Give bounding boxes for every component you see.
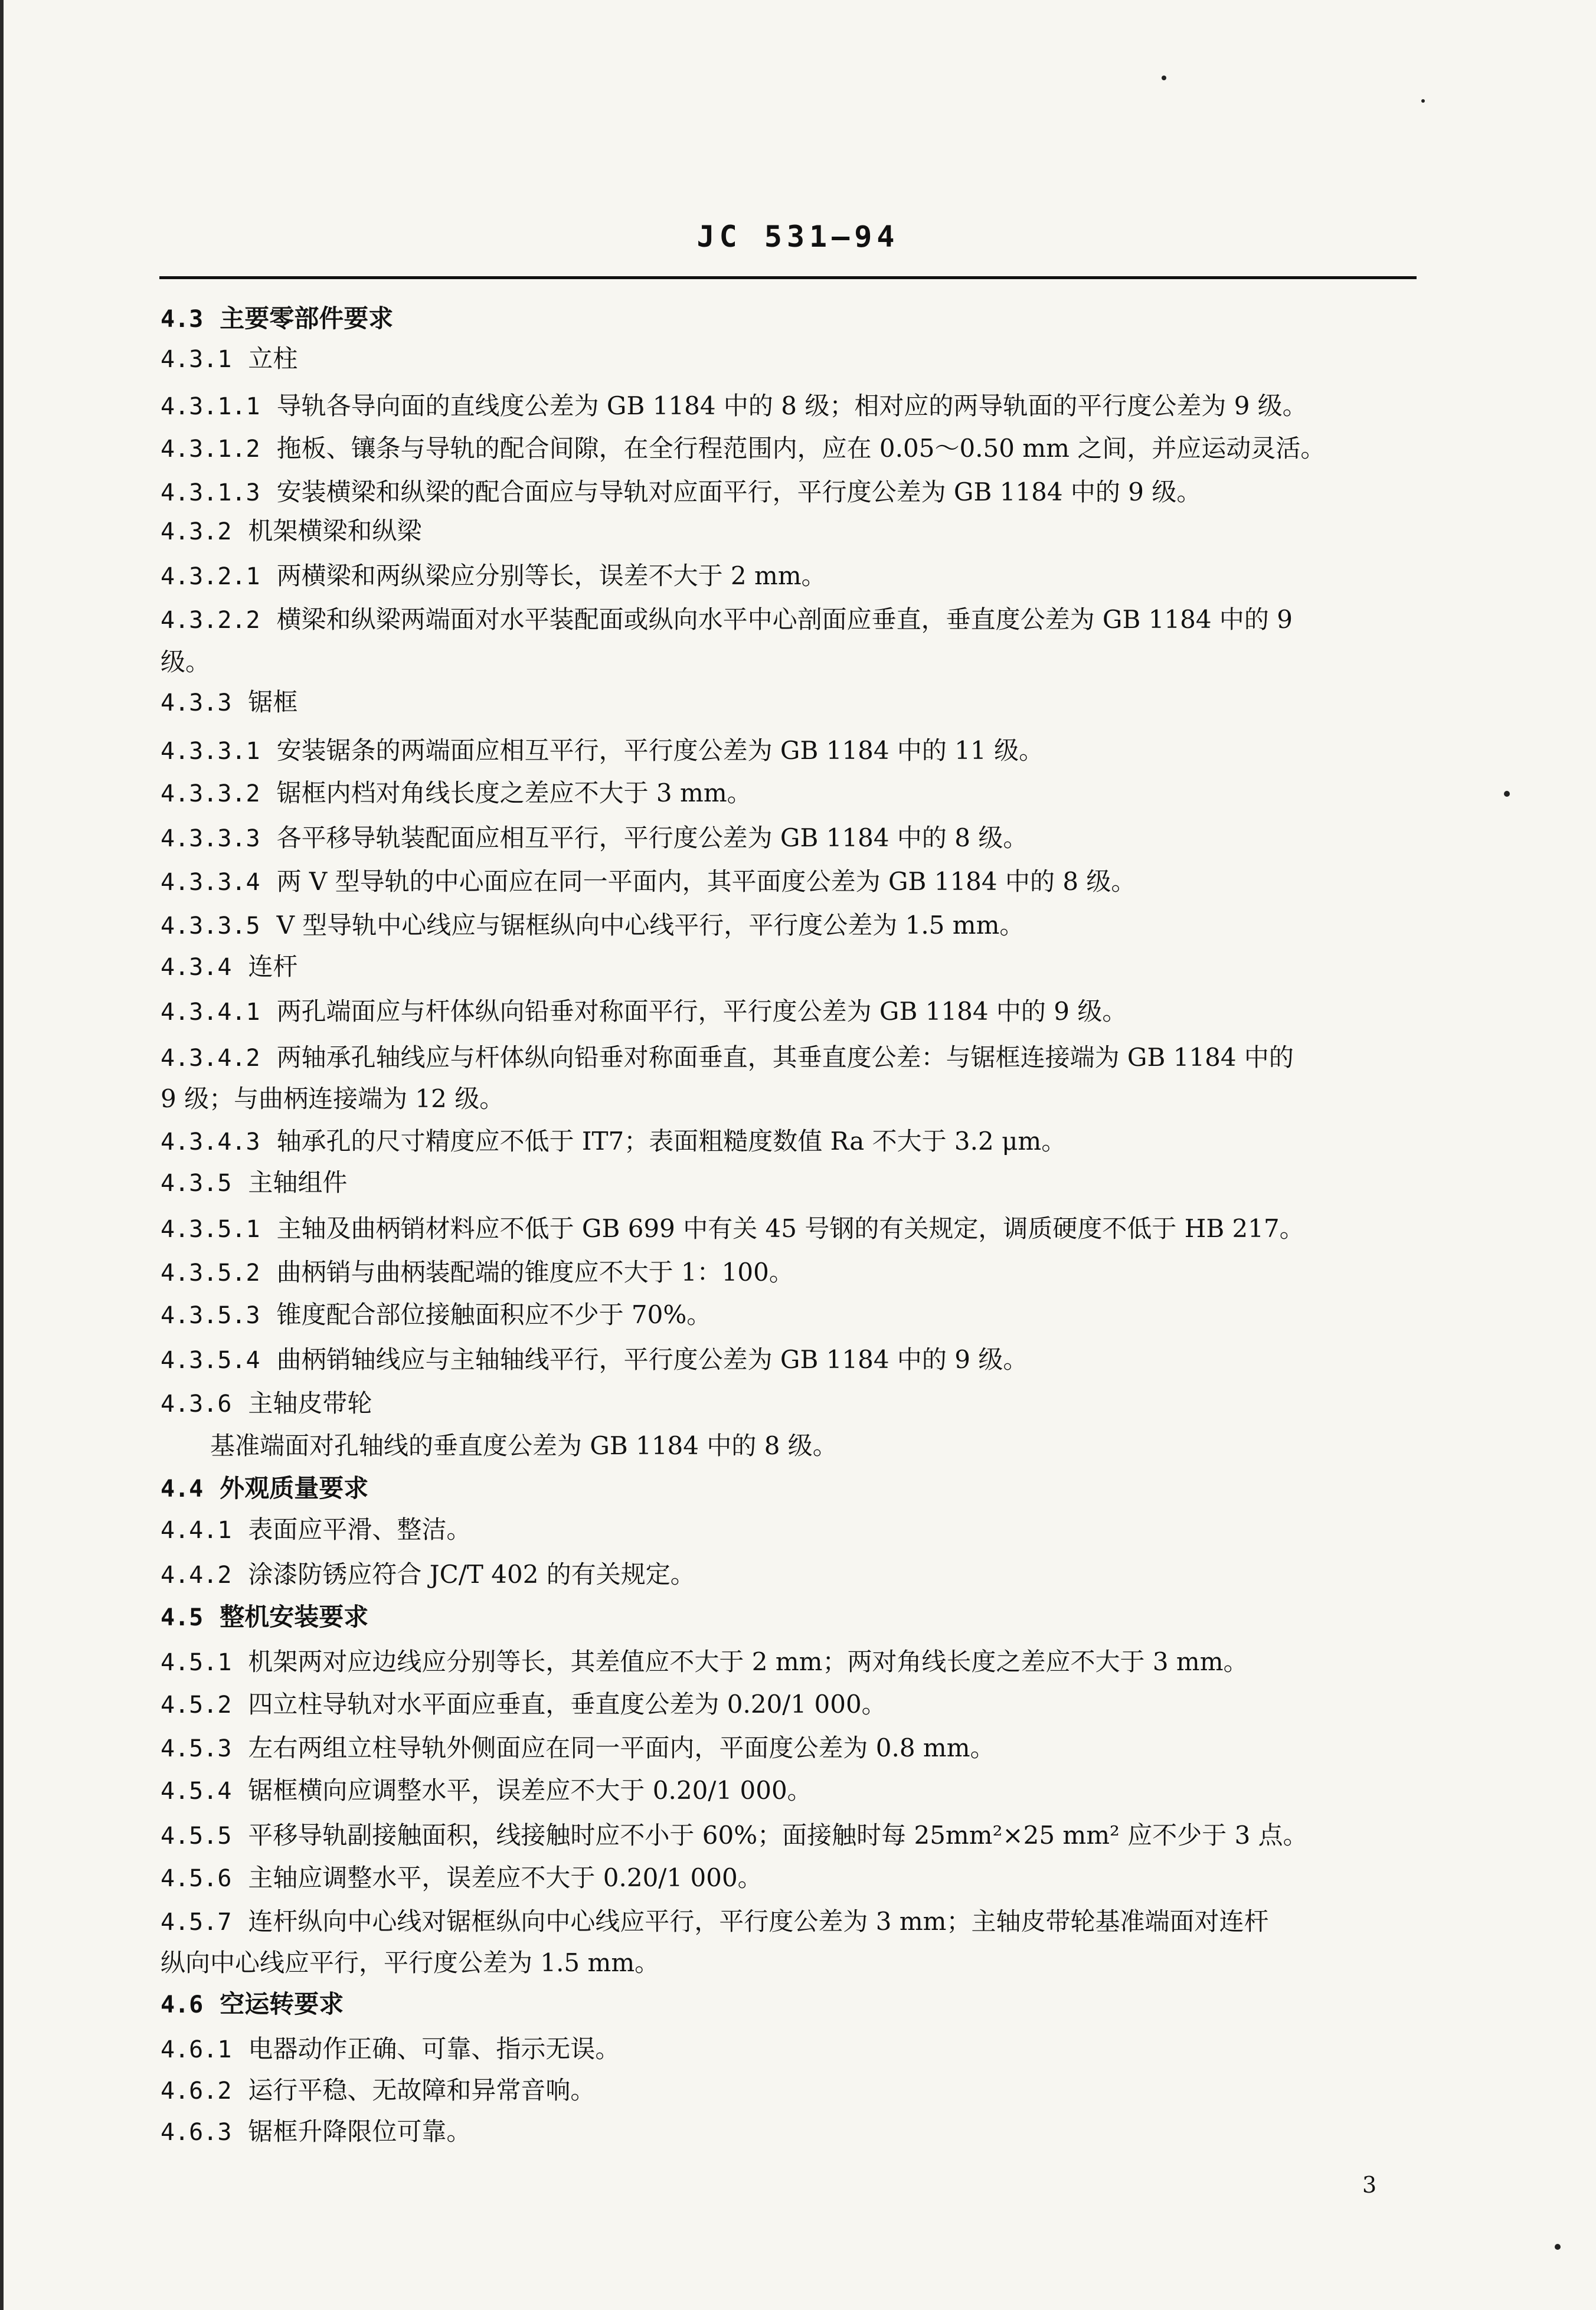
page-number: 3 <box>1362 2172 1377 2198</box>
clause-text: 安装锯条的两端面应相互平行，平行度公差为 GB 1184 中的 11 级。 <box>276 736 1044 765</box>
clause-number: 4.3.4.2 <box>161 1045 260 1072</box>
clause-text: 表面应平滑、整洁。 <box>248 1515 472 1544</box>
clause-text: 外观质量要求 <box>220 1474 369 1503</box>
clause-number: 4.3.4.1 <box>161 999 260 1026</box>
clause-text: 机架横梁和纵梁 <box>248 516 422 545</box>
clause-4-4-2 <box>161 1558 695 1592</box>
clause-number: 4.3.1.2 <box>161 436 260 463</box>
clause-4-4 <box>161 1472 368 1506</box>
clause-number: 4.6 <box>161 1991 204 2018</box>
clause-number: 4.4.2 <box>161 1562 232 1589</box>
clause-text: 整机安装要求 <box>220 1602 369 1631</box>
clause-4-3-1-3 <box>161 476 1201 509</box>
clause-number: 4.3.5.2 <box>161 1259 260 1287</box>
clause-number: 4.5.7 <box>161 1909 232 1936</box>
clause-4-6-1 <box>161 2033 620 2066</box>
scan-speck <box>1504 791 1510 797</box>
clause-4-3-3-2 <box>161 777 752 810</box>
clause-4-3-2-1 <box>161 559 826 593</box>
clause-text: 四立柱导轨对水平面应垂直，垂直度公差为 0.20/1 000。 <box>248 1690 887 1719</box>
clause-number: 4.4 <box>161 1475 204 1503</box>
clause-4-5-3 <box>161 1732 995 1765</box>
clause-number: 4.3.1.3 <box>161 479 260 506</box>
clause-4-3-1-1 <box>161 390 1307 423</box>
clause-number: 4.3.3 <box>161 689 232 716</box>
clause-4-3-6 <box>161 1387 372 1421</box>
clause-number: 4.5.5 <box>161 1823 232 1850</box>
clause-4-3-4-1 <box>161 995 1127 1029</box>
clause-continuation <box>161 646 210 679</box>
clause-text: 导轨各导向面的直线度公差为 GB 1184 中的 8 级；相对应的两导轨面的平行度公差为 9 级。 <box>276 391 1307 420</box>
clause-text: 轴承孔的尺寸精度应不低于 IT7；表面粗糙度数值 Ra 不大于 3.2 μm。 <box>276 1127 1067 1156</box>
clause-4-5 <box>161 1601 368 1634</box>
clause-4-5-4 <box>161 1774 812 1808</box>
clause-continuation <box>161 1946 659 1979</box>
clause-text: 安装横梁和纵梁的配合面应与导轨对应面平行，平行度公差为 GB 1184 中的 9 级。 <box>276 477 1202 506</box>
clause-4-5-6 <box>161 1861 763 1895</box>
clause-text: 涂漆防锈应符合 JC/T 402 的有关规定。 <box>248 1560 695 1589</box>
clause-text: 主轴皮带轮 <box>248 1389 372 1418</box>
clause-number: 4.6.2 <box>161 2077 232 2105</box>
clause-4-3-4 <box>161 950 297 984</box>
clause-number: 4.5 <box>161 1604 204 1631</box>
clause-text: 曲柄销与曲柄装配端的锥度应不大于 1：100。 <box>276 1258 794 1287</box>
clause-number: 4.5.6 <box>161 1865 232 1892</box>
clause-text: 基准端面对孔轴线的垂直度公差为 GB 1184 中的 8 级。 <box>210 1431 838 1460</box>
clause-text: 左右两组立柱导轨外侧面应在同一平面内，平面度公差为 0.8 mm。 <box>248 1733 995 1762</box>
clause-text: 两孔端面应与杆体纵向铅垂对称面平行，平行度公差为 GB 1184 中的 9 级。 <box>276 997 1127 1026</box>
clause-text: 锯框升降限位可靠。 <box>248 2117 472 2146</box>
clause-number: 4.3.3.5 <box>161 912 260 940</box>
clause-number: 4.5.4 <box>161 1778 232 1805</box>
clause-4-3-5-4 <box>161 1343 1028 1377</box>
clause-continuation <box>210 1429 838 1462</box>
clause-number: 4.5.1 <box>161 1649 232 1676</box>
clause-number: 4.3.2.2 <box>161 607 260 634</box>
clause-text: 锯框 <box>248 688 298 716</box>
clause-text: 主要零部件要求 <box>220 304 394 333</box>
clause-text: 电器动作正确、可靠、指示无误。 <box>248 2034 620 2063</box>
clause-number: 4.3.5.1 <box>161 1216 260 1243</box>
clause-number: 4.3.1 <box>161 346 232 373</box>
scan-edge-shadow <box>0 0 4 2310</box>
clause-text: 各平移导轨装配面应相互平行，平行度公差为 GB 1184 中的 8 级。 <box>276 823 1028 852</box>
clause-text: 两轴承孔轴线应与杆体纵向铅垂对称面垂直，其垂直度公差：与锯框连接端为 GB 1184 中的 <box>276 1043 1294 1072</box>
clause-continuation <box>161 1082 504 1115</box>
clause-number: 4.3.5 <box>161 1170 232 1197</box>
clause-4-3 <box>161 302 393 336</box>
clause-text: 两 V 型导轨的中心面应在同一平面内，其平面度公差为 GB 1184 中的 8 级。 <box>276 867 1136 896</box>
clause-4-6-2 <box>161 2074 595 2108</box>
scan-speck <box>1555 2244 1561 2250</box>
clause-text: 级。 <box>161 647 211 676</box>
clause-number: 4.3.3.3 <box>161 825 260 852</box>
clause-text: 立柱 <box>248 344 298 373</box>
clause-4-6-3 <box>161 2115 471 2149</box>
clause-text: 锯框横向应调整水平，误差应不大于 0.20/1 000。 <box>248 1776 812 1805</box>
clause-text: 拖板、镶条与导轨的配合间隙，在全行程范围内，应在 0.05～0.50 mm 之间，并应运动灵活。 <box>276 434 1326 463</box>
clause-4-3-2 <box>161 515 421 548</box>
clause-number: 4.5.2 <box>161 1691 232 1719</box>
clause-4-3-3 <box>161 686 297 719</box>
clause-text: 运行平稳、无故障和异常音响。 <box>248 2076 596 2105</box>
clause-number: 4.3.4 <box>161 954 232 981</box>
clause-number: 4.3 <box>161 306 204 333</box>
clause-text: 机架两对应边线应分别等长，其差值应不大于 2 mm；两对角线长度之差应不大于 3 mm。 <box>248 1647 1248 1676</box>
scan-speck <box>1421 99 1425 103</box>
clause-4-3-3-4 <box>161 865 1136 899</box>
clause-4-5-2 <box>161 1688 887 1722</box>
clause-4-5-1 <box>161 1645 1248 1679</box>
clause-number: 4.3.6 <box>161 1390 232 1418</box>
clause-4-3-3-1 <box>161 734 1044 768</box>
clause-4-3-5-1 <box>161 1212 1304 1246</box>
clause-4-4-1 <box>161 1513 471 1547</box>
clause-text: 锥度配合部位接触面积应不少于 70%。 <box>276 1300 712 1329</box>
clause-number: 4.3.1.1 <box>161 393 260 420</box>
clause-number: 4.6.1 <box>161 2036 232 2063</box>
clause-4-3-1-2 <box>161 432 1325 466</box>
clause-4-6 <box>161 1988 344 2021</box>
clause-number: 4.3.3.2 <box>161 780 260 807</box>
clause-text: 主轴组件 <box>248 1168 348 1197</box>
clause-4-3-2-2 <box>161 603 1293 637</box>
clause-text: 9 级；与曲柄连接端为 12 级。 <box>161 1084 505 1113</box>
clause-4-3-5-3 <box>161 1298 711 1332</box>
clause-text: 横梁和纵梁两端面对水平装配面或纵向水平中心剖面应垂直，垂直度公差为 GB 1184 中的 9 <box>276 605 1293 634</box>
clause-text: 主轴应调整水平，误差应不大于 0.20/1 000。 <box>248 1863 763 1892</box>
clause-text: 曲柄销轴线应与主轴轴线平行，平行度公差为 GB 1184 中的 9 级。 <box>276 1345 1028 1374</box>
clause-number: 4.3.3.4 <box>161 869 260 896</box>
clause-4-3-4-3 <box>161 1125 1066 1159</box>
clause-number: 4.3.5.3 <box>161 1302 260 1329</box>
clause-4-3-4-2 <box>161 1041 1294 1075</box>
clause-text: 两横梁和两纵梁应分别等长，误差不大于 2 mm。 <box>276 561 826 590</box>
clause-number: 4.3.3.1 <box>161 738 260 765</box>
clause-text: 纵向中心线应平行，平行度公差为 1.5 mm。 <box>161 1948 660 1977</box>
clause-number: 4.3.2 <box>161 518 232 545</box>
clause-text: 连杆 <box>248 952 298 981</box>
clause-4-3-3-5 <box>161 909 1024 943</box>
clause-text: 空运转要求 <box>220 1990 344 2018</box>
clause-4-5-5 <box>161 1819 1308 1853</box>
clause-text: 平移导轨副接触面积，线接触时应不小于 60%；面接触时每 25mm²×25 mm² 应不少于 3 点。 <box>248 1821 1308 1850</box>
clause-number: 4.5.3 <box>161 1735 232 1762</box>
standard-code-header: JC 531—94 <box>696 220 900 254</box>
scan-speck <box>1162 76 1166 80</box>
clause-text: 连杆纵向中心线对锯框纵向中心线应平行，平行度公差为 3 mm；主轴皮带轮基准端面对连杆 <box>248 1907 1269 1936</box>
clause-number: 4.6.3 <box>161 2119 232 2146</box>
clause-4-5-7 <box>161 1905 1269 1939</box>
clause-number: 4.3.5.4 <box>161 1347 260 1374</box>
header-rule <box>159 276 1417 279</box>
clause-4-3-5-2 <box>161 1256 794 1290</box>
clause-number: 4.3.4.3 <box>161 1128 260 1156</box>
clause-number: 4.4.1 <box>161 1517 232 1544</box>
clause-text: 主轴及曲柄销材料应不低于 GB 699 中有关 45 号钢的有关规定，调质硬度不低于 HB 217。 <box>276 1214 1304 1243</box>
clause-text: V 型导轨中心线应与锯框纵向中心线平行，平行度公差为 1.5 mm。 <box>276 911 1025 940</box>
clause-number: 4.3.2.1 <box>161 563 260 590</box>
clause-text: 锯框内档对角线长度之差应不大于 3 mm。 <box>276 778 752 807</box>
clause-4-3-1 <box>161 342 297 376</box>
clause-4-3-5 <box>161 1166 347 1200</box>
clause-4-3-3-3 <box>161 822 1028 855</box>
